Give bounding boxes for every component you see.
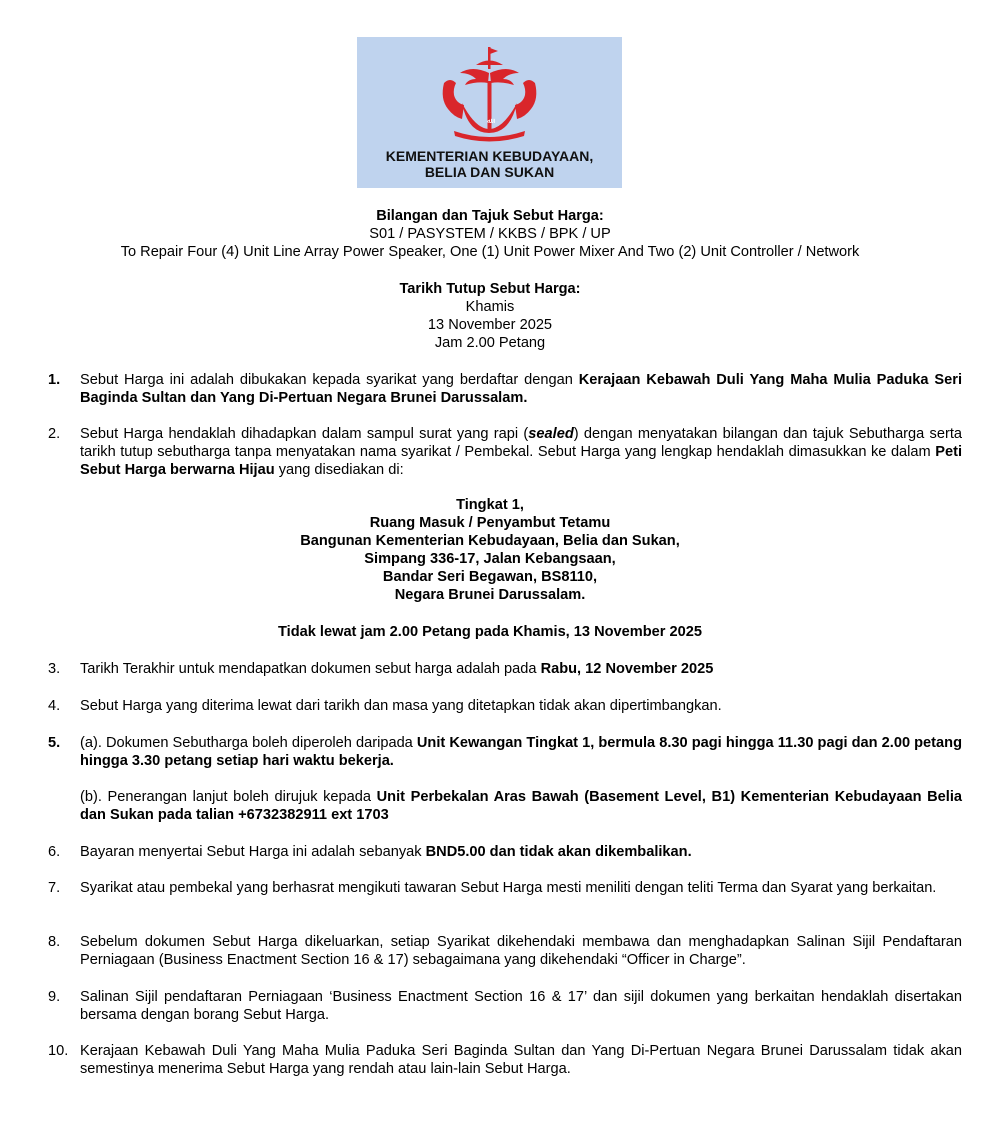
address-line-2: Ruang Masuk / Penyambut Tetamu xyxy=(369,515,611,531)
tender-notice-page: ﷲ KEMENTERIAN KEBUDAYAAN, BELIA DAN SUKAN Bilangan dan Tajuk Sebut Harga: S01 / PASYSTEM / KKBS / BPK / UP To Repair Four (4) Unit Line Array Power Speaker, One (1) Unit Power Mixer And Two (2) Unit Controller / Network Tarikh Tutup Sebut Harga: Khamis 13 November 2025 Jam 2.00 Petang 1. Sebut Harga ini adalah dibukakan kepada syarikat yang berdaftar dengan Kerajaan Kebawah Duli Yang Maha Mulia Paduka Seri Baginda Sultan dan Yang Di-Pertuan Negara Brunei Darussalam. 2. Sebut Harga hendaklah dihadapkan dalam sampul surat yang rapi (sealed) dengan menyatakan bilangan dan tajuk Sebutharga serta tarikh tutup sebutharga tanpa menyatakan nama syarikat / Pembekal. Sebut Harga yang lengkap hendaklah dimasukkan ke dalam Peti Sebut Harga berwarna Hijau yang disediakan di: Tingkat 1, Ruang Masuk / Penyambut Tetamu Bangunan Kementerian Kebudayaan, Belia dan Sukan, Simpang 336-17, Jalan Kebangsaan, Bandar Seri Begawan, BS8110, Negara Brunei Darussalam. Tidak lewat jam 2.00 Petang pada Khamis, 13 November 2025 3. Tarikh Terakhir untuk mendapatkan dokumen sebut harga adalah pada Rabu, 12 November 2025 4. Sebut Harga yang diterima lewat dari tarikh dan masa yang ditetapkan tidak akan dipertimbangkan. 5. (a). Dokumen Sebutharga boleh diperoleh daripada Unit Kewangan Tingkat 1, bermula 8.30 pagi hingga 11.30 pagi dan 2.00 petang hingga 3.30 petang setiap hari waktu bekerja. (b). Penerangan lanjut boleh dirujuk kepada Unit Perbekalan Aras Bawah (Basement Level, B1) Kementerian Kebudayaan Belia dan Sukan pada talian +6732382911 ext 1703 6. Bayaran menyertai Sebut Harga ini adalah sebanyak BND5.00 dan tidak akan dikembalikan. 7. Syarikat atau pembekal yang berhasrat mengikuti tawaran Sebut Harga mesti meniliti dengan teliti Terma dan Syarat yang berkaitan. 8. Sebelum dokumen Sebut Harga dikeluarkan, setiap Syarikat dikehendaki membawa dan menghadapkan Salinan Sijil Pendaftaran Perniagaan (Business Enactment Section 16 & 17) sebagaimana yang dikehendaki “Officer in Charge”. 9. Salinan Sijil pendaftaran Perniagaan ‘Business Enactment Section 16 & 17’ dan sijil dokumen yang berkaitan hendaklah disertakan bersama dengan borang Sebut Harga. 10. Kerajaan Kebawah Duli Yang Maha Mulia Paduka Seri Baginda Sultan dan Yang Di-Pertuan Negara Brunei Darussalam tidak akan semestinya menerima Sebut Harga yang rendah atau lain-lain Sebut Harga. xyxy=(0,0,1000,1137)
brunei-crest-icon xyxy=(432,43,547,143)
closing-date: 13 November 2025 xyxy=(427,317,553,333)
ministry-logo xyxy=(357,37,622,188)
address-line-3: Bangunan Kementerian Kebudayaan, Belia dan Sukan, xyxy=(300,533,680,549)
ministry-name-line2: BELIA DAN SUKAN xyxy=(424,164,555,180)
closing-time: Jam 2.00 Petang xyxy=(434,335,546,351)
address-line-4: Simpang 336-17, Jalan Kebangsaan, xyxy=(364,551,616,567)
closing-label: Tarikh Tutup Sebut Harga: xyxy=(399,281,581,297)
ministry-name-line1: KEMENTERIAN KEBUDAYAAN, xyxy=(385,148,594,164)
list-item-5b: (b). Penerangan lanjut boleh dirujuk kepada Unit Perbekalan Aras Bawah (Basement Level, B1) Kementerian Kebudayaan Belia dan Sukan pada talian +6732382911 ext 1703 xyxy=(80,789,962,823)
title-label: Bilangan dan Tajuk Sebut Harga: xyxy=(376,208,604,224)
tender-reference: S01 / PASYSTEM / KKBS / BPK / UP xyxy=(369,226,611,242)
address-line-1: Tingkat 1, xyxy=(456,497,524,513)
address-line-5: Bandar Seri Begawan, BS8110, xyxy=(382,569,598,585)
svg-text:ﷲ: ﷲ xyxy=(486,117,492,125)
submission-deadline: Tidak lewat jam 2.00 Petang pada Khamis, 13 November 2025 xyxy=(278,624,702,640)
address-line-6: Negara Brunei Darussalam. xyxy=(394,587,586,603)
tender-description: To Repair Four (4) Unit Line Array Power Speaker, One (1) Unit Power Mixer And Two (2) Unit Controller / Network xyxy=(120,244,860,260)
closing-day: Khamis xyxy=(465,299,515,315)
